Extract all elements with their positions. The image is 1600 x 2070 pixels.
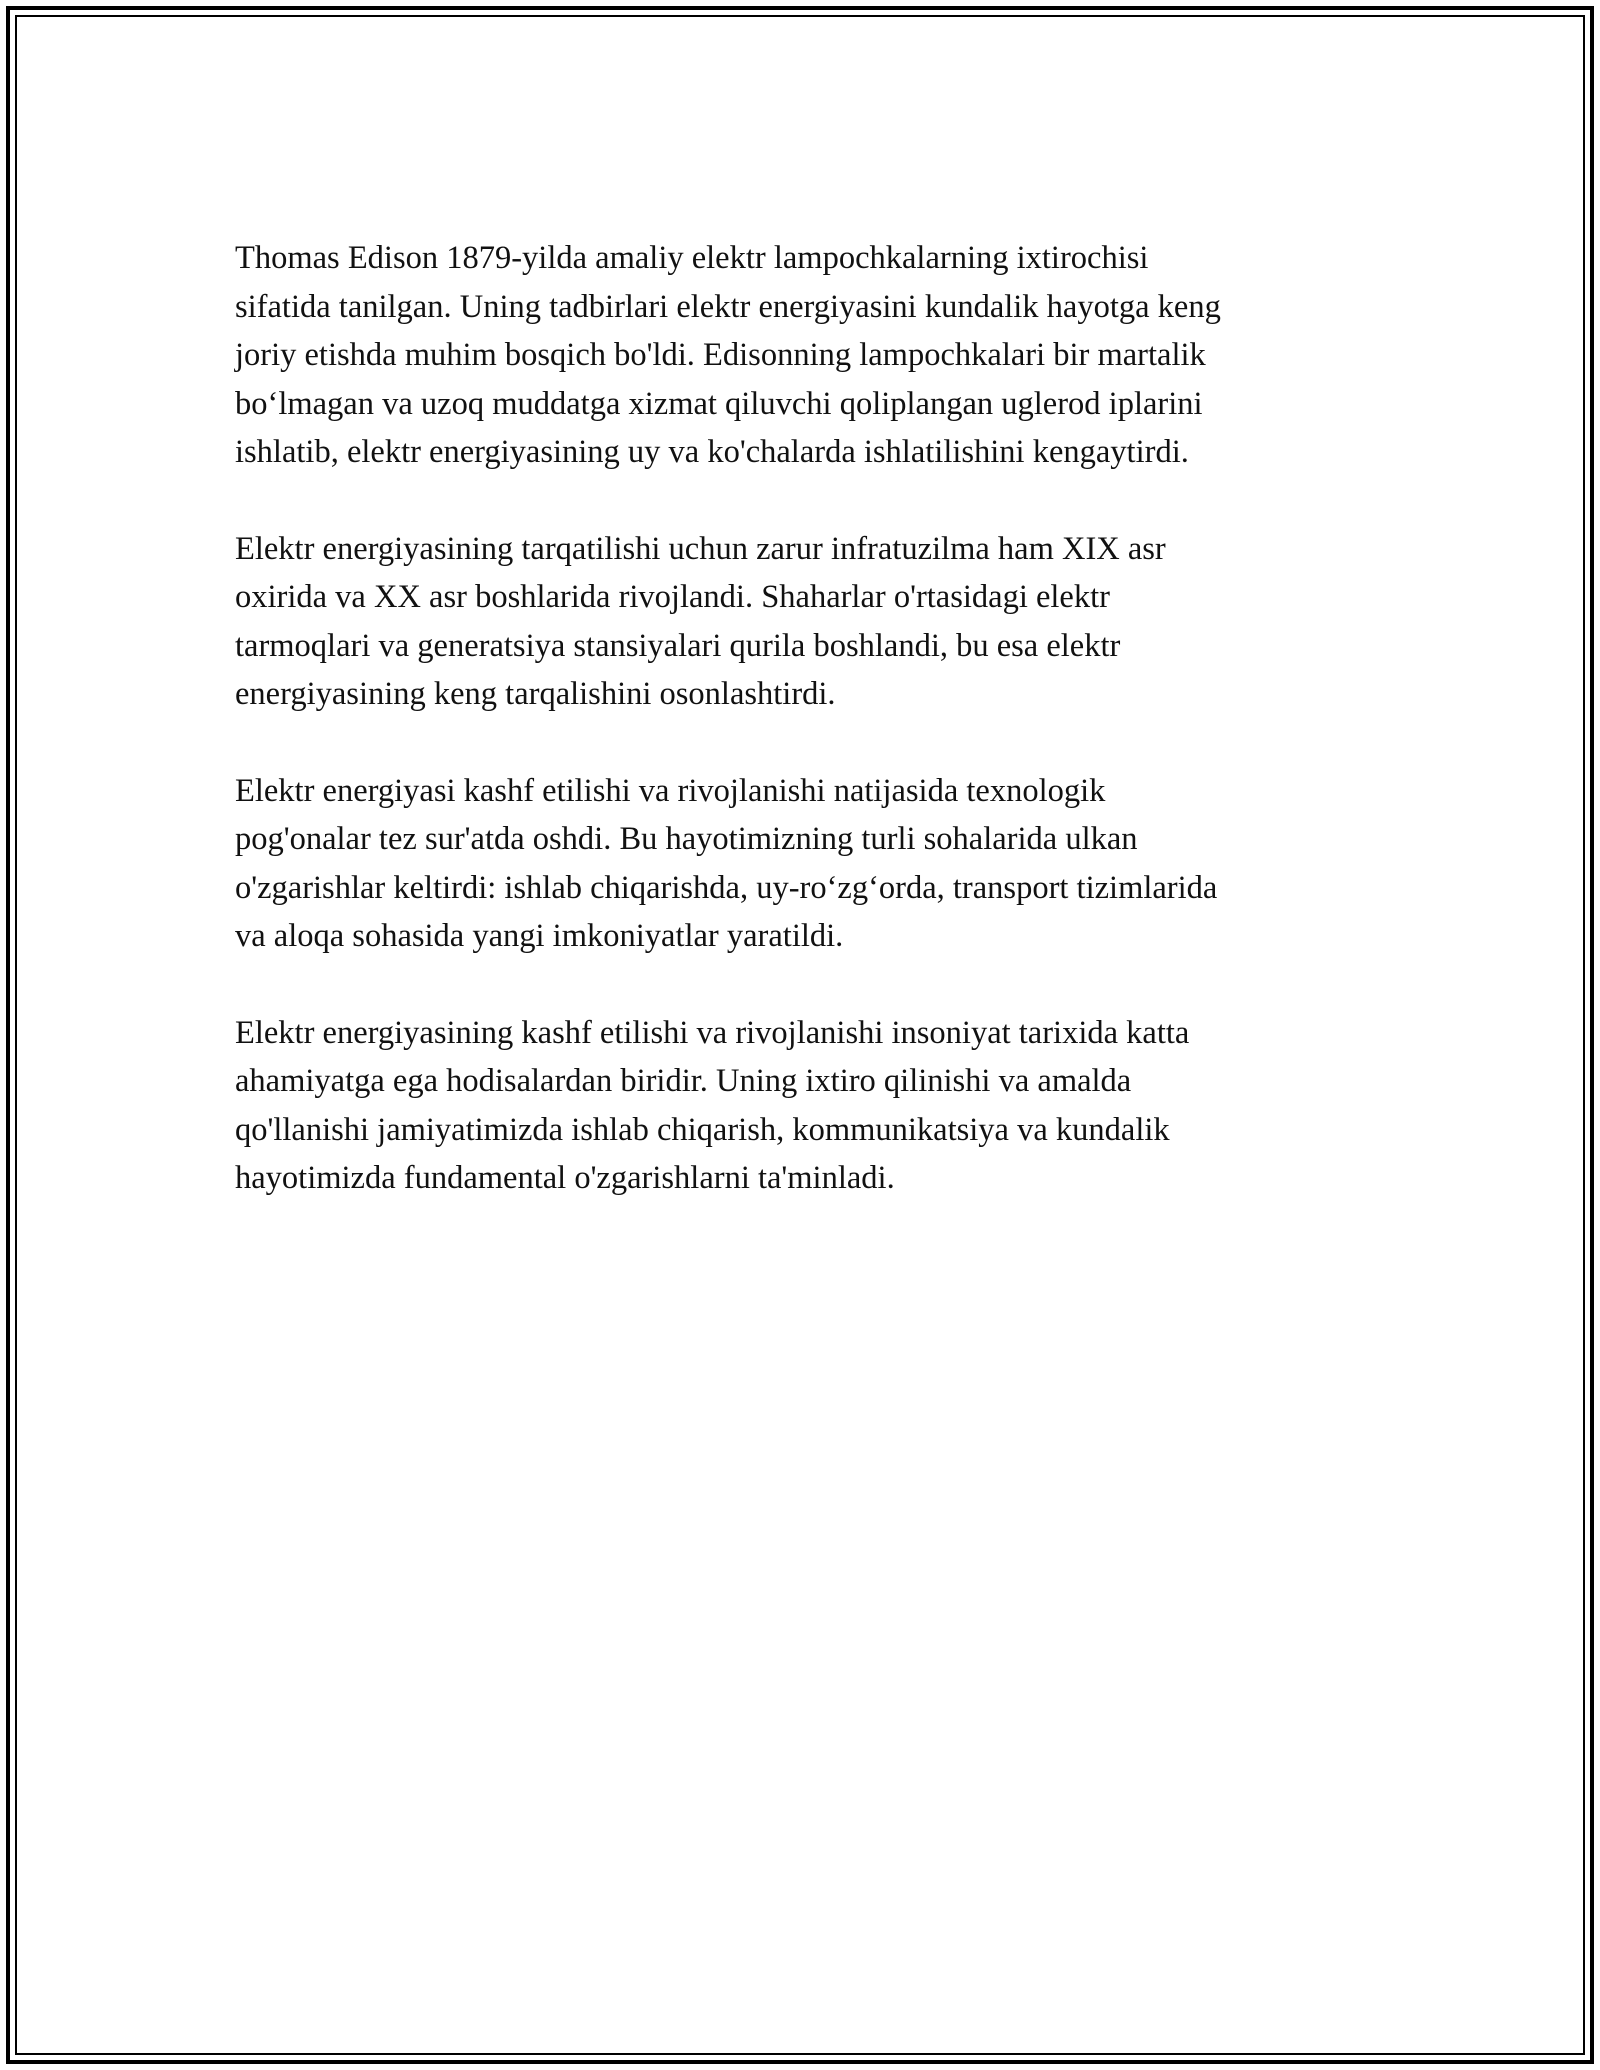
- text-line: va aloqa sohasida yangi imkoniyatlar yaratildi.: [235, 918, 844, 954]
- text-line: tarmoqlari va generatsiya stansiyalari qurila boshlandi, bu esa elektr: [235, 627, 1121, 664]
- text-line: Elektr energiyasining tarqatilishi uchun zarur infratuzilma ham XIX asr: [235, 530, 1166, 567]
- paragraph-3: [235, 767, 1375, 961]
- text-line: ishlatib, elektr energiyasining uy va ko'chalarda ishlatilishini kengaytirdi.: [235, 434, 1189, 470]
- text-line: o'zgarishlar keltirdi: ishlab chiqarishda, uy-ro‘zg‘orda, transport tizimlarida: [235, 869, 1218, 906]
- paragraph-2: [235, 525, 1375, 719]
- text-line: sifatida tanilgan. Uning tadbirlari elektr energiyasini kundalik hayotga keng: [235, 288, 1221, 325]
- text-line: qo'llanishi jamiyatimizda ishlab chiqarish, kommunikatsiya va kundalik: [235, 1111, 1170, 1148]
- text-line: bo‘lmagan va uzoq muddatga xizmat qiluvchi qoliplangan uglerod iplarini: [235, 385, 1203, 422]
- text-line: Elektr energiyasi kashf etilishi va rivojlanishi natijasida texnologik: [235, 772, 1106, 809]
- text-line: joriy etishda muhim bosqich bo'ldi. Edisonning lampochkalari bir martalik: [235, 337, 1206, 373]
- text-line: energiyasining keng tarqalishini osonlashtirdi.: [235, 676, 836, 712]
- text-line: ahamiyatga ega hodisalardan biridir. Uning ixtiro qilinishi va amalda: [235, 1063, 1132, 1099]
- document-body: [235, 234, 1375, 1251]
- text-line: Thomas Edison 1879-yilda amaliy elektr lampochkalarning ixtirochisi: [235, 240, 1149, 276]
- text-line: Elektr energiyasining kashf etilishi va rivojlanishi insoniyat tarixida katta: [235, 1014, 1190, 1051]
- paragraph-1: [235, 234, 1375, 477]
- text-line: hayotimizda fundamental o'zgarishlarni ta'minladi.: [235, 1160, 895, 1196]
- text-line: pog'onalar tez sur'atda oshdi. Bu hayotimizning turli sohalarida ulkan: [235, 821, 1138, 857]
- paragraph-4: [235, 1009, 1375, 1203]
- text-line: oxirida va XX asr boshlarida rivojlandi. Shaharlar o'rtasidagi elektr: [235, 579, 1110, 615]
